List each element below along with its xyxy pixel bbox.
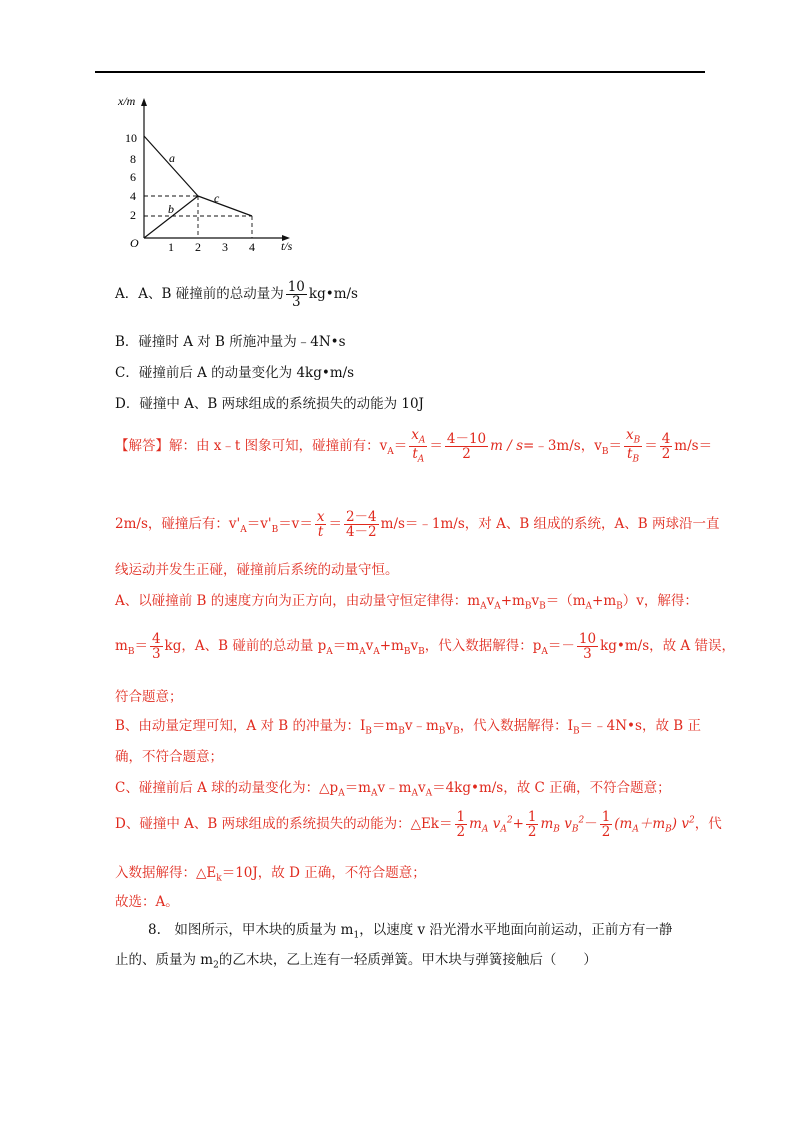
answer-text: ＝v＝ [278,516,313,533]
option-b: B．碰撞时 A 对 B 所施冲量为﹣4N•s [115,334,346,350]
answer-line-5: $m_B=$ $\frac{4}{3}$ kg，A、B 碰前的总动量 $p_A=m_Av_A+m_Bv_B$，代入数据解得：$p_A=-$ $\frac{10}{3}$ kg•m/s，故 A 错误， [115,631,735,663]
answer-text: ，代入数据解得：I [459,718,574,734]
option-a-text: A．A、B 碰撞前的总动量为 [115,286,284,303]
y-axis-arrow [141,98,147,106]
answer-text: C、碰撞前后 A 球的动量变化为：△p [115,780,339,796]
header-rule [95,71,705,73]
answer-text: ，代 [694,816,722,833]
answer-text: ＝4kg•m/s，故 C 正确，不符合题意； [432,780,671,796]
answer-unit: m / s= [490,438,535,455]
x-tick-3: 3 [222,240,228,254]
line-a-label: a [169,151,175,165]
option-a [115,280,358,309]
answer-text: ﹣3m/s，v [534,438,602,455]
answer-line-3: 线运动并发生正碰，碰撞前后系统的动量守恒。 [115,562,399,578]
answer-text: ）v，解得： [622,593,698,609]
answer-text: B、由动量定理可知，A 对 B 的冲量为：I [115,718,366,734]
answer-text: 入数据解得：△E [115,865,217,881]
answer-text: kg，A、B 碰前的总动量 p [164,638,327,655]
answer-line-2: 2m/s，碰撞后有：$v'_A=v'_B=v=$ $\frac{x}{t}$ ＝ $\frac{2-4}{4-2}$ m/s＝﹣1m/s，对 A、B 组成的系统，A、B 两球沿一直 [115,509,720,541]
question-text: ，以速度 v 沿光滑水平地面向前运动，正前方有一静 [359,922,673,938]
option-c: C．碰撞前后 A 的动量变化为 4kg•m/s [115,365,355,381]
question-8-line-2: 止的、质量为 $m_2$的乙木块，乙上连有一轻质弹簧。甲木块与弹簧接触后（ ） [115,952,597,971]
answer-line-8: 确，不符合题意； [115,749,223,765]
option-a-den: 3 [292,294,301,311]
question-8-line-1: 8. 如图所示，甲木块的质量为 $m_1$，以速度 v 沿光滑水平地面向前运动，正前方有一静 [148,922,673,941]
x-tick-2: 2 [195,240,201,254]
xt-graph [108,92,298,262]
y-tick-8: 8 [130,152,136,166]
answer-text: （m [559,593,586,609]
x-tick-4: 4 [249,240,255,254]
answer-text: ，代入数据解得：p [424,638,542,655]
x-tick-1: 1 [168,240,174,254]
answer-text: ＝10J，故 D 正确，不符合题意； [221,865,426,881]
answer-line-12: 故选：A。 [115,894,179,910]
answer-text: A、以碰撞前 B 的速度方向为正方向，由动量守恒定律得：m [115,593,481,609]
option-a-num: 10 [287,279,305,295]
answer-line-9: C、碰撞前后 A 球的动量变化为：$\triangle p_A=m_Av﹣m_Av_A=4kg•m/s$，故 C 正确，不符合题意； [115,780,671,799]
answer-line-1: 【解答】解：由 x﹣t 图象可知，碰撞前有：$v_A=$ $\frac{x_A}{t_A}$ ＝ $\frac{4-10}{2}$ m / s=﹣3m/s，$v_B=$ $\frac{x_B}{t_B}$ ＝ $\frac{4}{2}$ m/s＝ [115,427,713,465]
answer-line-4: A、以碰撞前 B 的速度方向为正方向，由动量守恒定律得：$m_Av_A+m_Bv_B=(m_A+m_B)v$，解得： [115,593,698,612]
answer-line-10: D、碰撞中 A、B 两球组成的系统损失的动能为：△Ek＝ $\frac{1}{2}$ $m_A$ $v_A^2+$ $\frac{1}{2}$ $m_B$ $v_B^2-$ $\frac{1}{2}$ $(m_A+m_B)$ $v^2$，代 [115,809,722,841]
line-a [144,136,198,196]
x-axis-label: t/s [281,239,293,253]
answer-tag: 【解答】 [115,438,169,455]
line-c [198,196,252,216]
y-tick-2: 2 [130,208,136,222]
question-text: 8. 如图所示，甲木块的质量为 m [148,922,354,938]
line-b-label: b [168,202,174,216]
answer-text: ＝﹣4N•s，故 B 正 [579,718,701,734]
origin-label: O [130,236,139,250]
question-text: 止的、质量为 m [115,952,214,968]
answer-line-11: 入数据解得：$\triangle E_k=10J$，故 D 正确，不符合题意； [115,865,426,884]
answer-text: m/s＝ [674,438,713,455]
answer-text: 2m/s，碰撞后有：v' [115,516,241,533]
answer-line-7: B、由动量定理可知，A 对 B 的冲量为：$I_B=m_Bv﹣m_Bv_B$，代入数据解得：$I_B=﹣4N•s$，故 B 正 [115,718,701,737]
option-d: D．碰撞中 A、B 两球组成的系统损失的动能为 10J [115,396,424,412]
option-a-unit: kg•m/s [308,286,358,303]
answer-text: m [115,638,128,655]
answer-text: D、碰撞中 A、B 两球组成的系统损失的动能为：△Ek＝ [115,816,453,833]
line-c-label: c [214,191,220,205]
y-tick-6: 6 [130,170,136,184]
y-tick-4: 4 [130,189,136,203]
y-axis-label: x/m [118,94,136,108]
option-a-fraction [286,280,307,309]
answer-text: ＝v' [246,516,272,533]
answer-text: 解：由 x﹣t 图象可知，碰撞前有：v [169,438,388,455]
answer-text: kg•m/s，故 A 错误， [600,638,735,655]
y-tick-10: 10 [125,131,137,145]
question-text: 的乙木块，乙上连有一轻质弹簧。甲木块与弹簧接触后（ ） [218,952,597,968]
answer-line-6: 符合题意； [115,689,183,705]
answer-text: m/s＝﹣1m/s，对 A、B 组成的系统，A、B 两球沿一直 [380,516,720,533]
